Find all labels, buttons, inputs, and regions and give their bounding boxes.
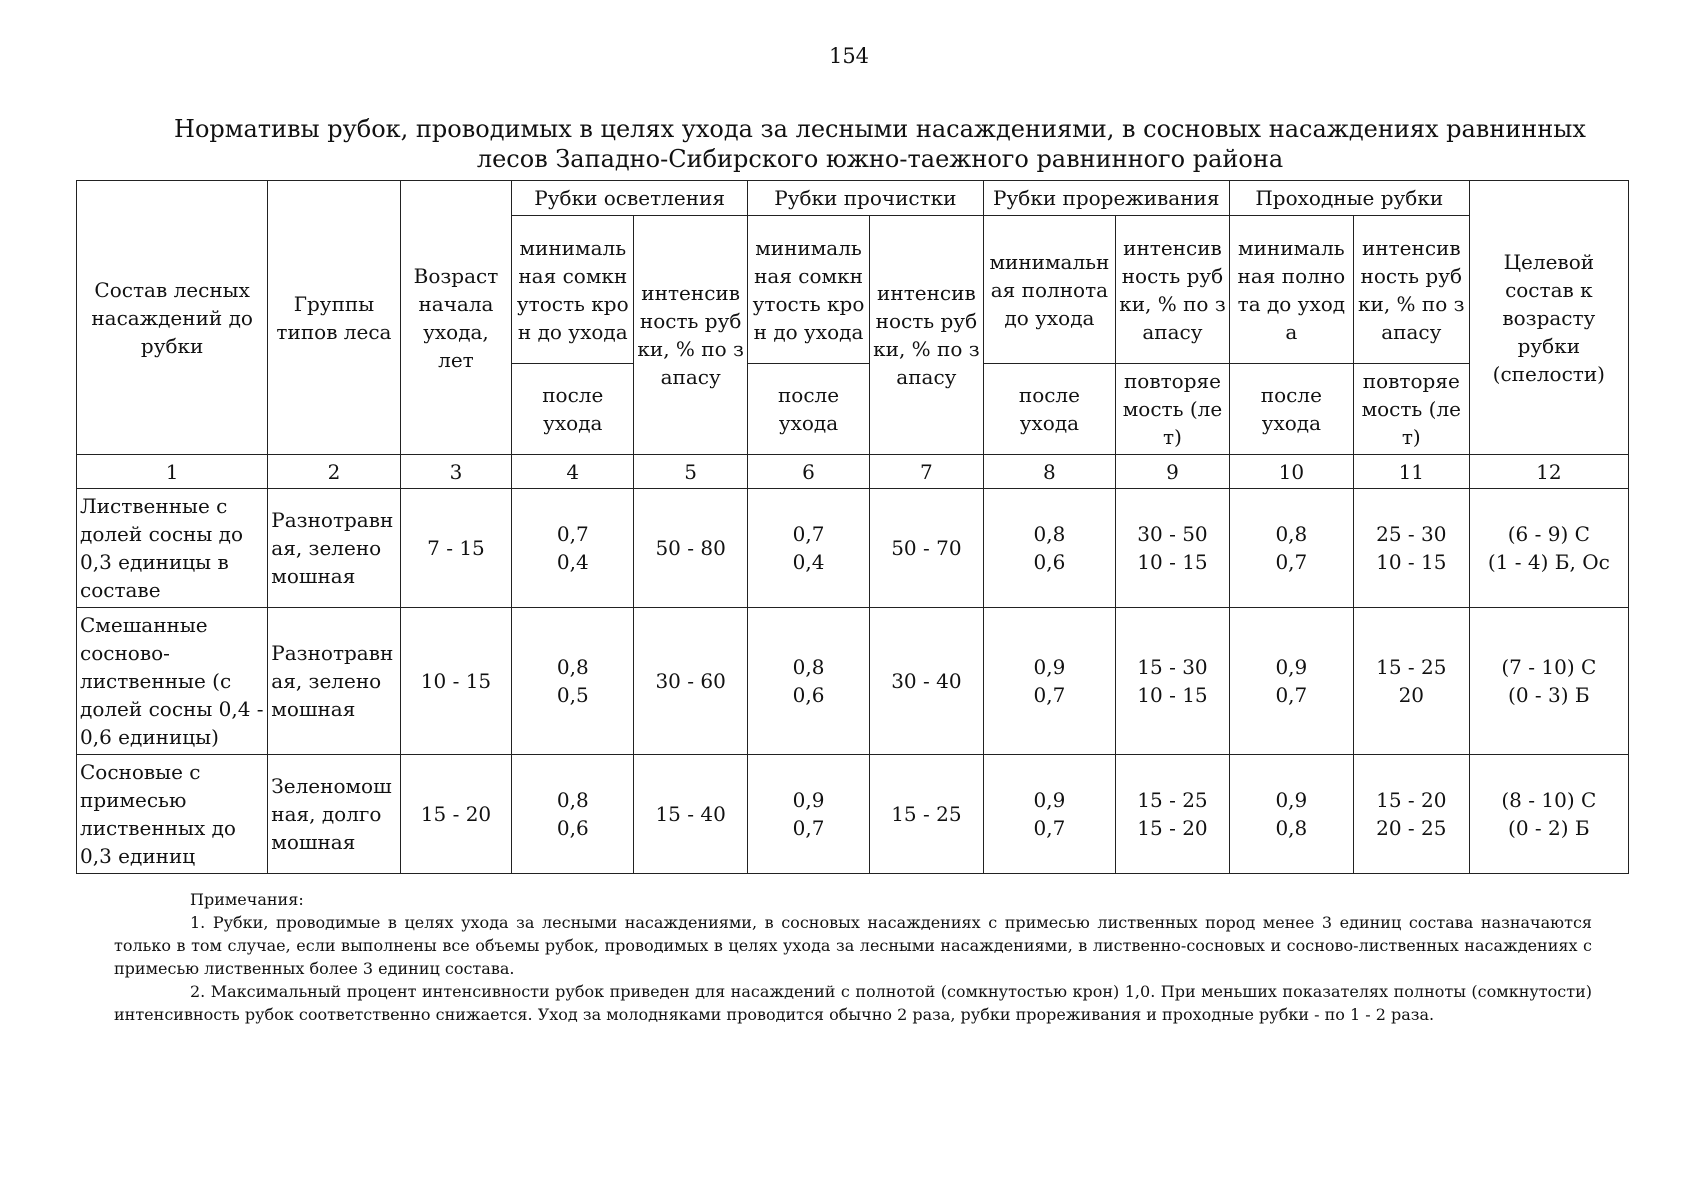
column-number: 8: [983, 455, 1115, 489]
column-number-row: [77, 455, 1629, 489]
notes: [114, 888, 1592, 1026]
column-number: 7: [870, 455, 984, 489]
cell-passage-intensity: 25 - 30 10 - 15: [1353, 489, 1469, 608]
column-number: 11: [1353, 455, 1469, 489]
cell-cleaning-closure: 0,9 0,7: [748, 755, 870, 874]
column-number: 9: [1116, 455, 1230, 489]
cell-composition: Лиственные с долей сосны до 0,3 единицы в составе: [77, 489, 268, 608]
cell-thinning-density: 0,9 0,7: [983, 608, 1115, 755]
cell-forest-group: Разнотравная, зеленомошная: [268, 489, 400, 608]
column-number: 3: [400, 455, 512, 489]
header-forest-groups: Группы типов леса: [268, 181, 400, 455]
header-intensity-thinning: интенсивность рубки, % по запасу: [1116, 216, 1230, 364]
header-composition: Состав лесных насаждений до рубки: [77, 181, 268, 455]
header-lightening: Рубки осветления: [512, 181, 748, 216]
table-row: [77, 489, 1629, 608]
cell-target-composition: (8 - 10) С (0 - 2) Б: [1469, 755, 1628, 874]
cell-passage-intensity: 15 - 25 20: [1353, 608, 1469, 755]
page-number: 154: [828, 44, 870, 68]
column-number: 2: [268, 455, 400, 489]
cell-cleaning-intensity: 30 - 40: [870, 608, 984, 755]
cell-thinning-intensity: 15 - 30 10 - 15: [1116, 608, 1230, 755]
cell-lightening-closure: 0,8 0,5: [512, 608, 634, 755]
header-after-care: после ухода: [983, 364, 1115, 455]
cell-cleaning-intensity: 15 - 25: [870, 755, 984, 874]
header-after-care: после ухода: [748, 364, 870, 455]
header-after-care: после ухода: [512, 364, 634, 455]
header-min-density-passage: минимальная полнота до ухода: [1229, 216, 1353, 364]
cell-lightening-intensity: 15 - 40: [634, 755, 748, 874]
header-start-age: Возраст начала ухода, лет: [400, 181, 512, 455]
cell-cleaning-closure: 0,7 0,4: [748, 489, 870, 608]
cell-start-age: 10 - 15: [400, 608, 512, 755]
cell-cleaning-closure: 0,8 0,6: [748, 608, 870, 755]
header-min-closure-lightening: минимальная сомкнутость крон до ухода: [512, 216, 634, 364]
cell-start-age: 15 - 20: [400, 755, 512, 874]
cell-passage-density: 0,9 0,8: [1229, 755, 1353, 874]
cell-thinning-density: 0,8 0,6: [983, 489, 1115, 608]
cell-lightening-closure: 0,8 0,6: [512, 755, 634, 874]
header-min-closure-cleaning: минимальная сомкнутость крон до ухода: [748, 216, 870, 364]
header-after-care: после ухода: [1229, 364, 1353, 455]
norms-table: [76, 180, 1629, 874]
header-repeatability: повторяемость (лет): [1353, 364, 1469, 455]
title-line-2: лесов Западно-Сибирского южно-таежного равнинного района: [476, 145, 1284, 173]
header-min-density-thinning: минимальная полнота до ухода: [983, 216, 1115, 364]
header-intensity-lightening: интенсивность рубки, % по запасу: [634, 216, 748, 455]
cell-lightening-intensity: 50 - 80: [634, 489, 748, 608]
header-cleaning: Рубки прочистки: [748, 181, 984, 216]
cell-target-composition: (6 - 9) С (1 - 4) Б, Ос: [1469, 489, 1628, 608]
header-repeatability: повторяемость (лет): [1116, 364, 1230, 455]
header-row-groups: [77, 181, 1629, 216]
column-number: 4: [512, 455, 634, 489]
cell-start-age: 7 - 15: [400, 489, 512, 608]
cell-lightening-intensity: 30 - 60: [634, 608, 748, 755]
cell-thinning-intensity: 15 - 25 15 - 20: [1116, 755, 1230, 874]
header-passage: Проходные рубки: [1229, 181, 1469, 216]
column-number: 10: [1229, 455, 1353, 489]
cell-lightening-closure: 0,7 0,4: [512, 489, 634, 608]
table-row: [77, 755, 1629, 874]
header-target-composition: Целевой состав к возрасту рубки (спелости): [1469, 181, 1628, 455]
cell-target-composition: (7 - 10) С (0 - 3) Б: [1469, 608, 1628, 755]
cell-forest-group: Разнотравная, зеленомошная: [268, 608, 400, 755]
cell-forest-group: Зеленомошная, долгомошная: [268, 755, 400, 874]
note-item: 2. Максимальный процент интенсивности рубок приведен для насаждений с полнотой (сомкнутостью крон) 1,0. При меньших показателях полноты (сомкнутости) интенсивность рубок соответственно снижается. Уход за молодняками проводится обычно 2 раза, рубки прореживания и проходные рубки - по 1 - 2 раза.: [114, 982, 1592, 1024]
column-number: 6: [748, 455, 870, 489]
cell-composition: Смешанные сосново-лиственные (с долей сосны 0,4 - 0,6 единицы): [77, 608, 268, 755]
cell-cleaning-intensity: 50 - 70: [870, 489, 984, 608]
header-intensity-cleaning: интенсивность рубки, % по запасу: [870, 216, 984, 455]
note-item: 1. Рубки, проводимые в целях ухода за лесными насаждениями, в сосновых насаждениях с примесью лиственных пород менее 3 единиц состава назначаются только в том случае, если выполнены все объемы рубок, проводимых в целях ухода за лесными насаждениями, в лиственно-сосновых и сосново-лиственных насаждениях с примесью лиственных более 3 единиц состава.: [114, 913, 1592, 978]
cell-thinning-intensity: 30 - 50 10 - 15: [1116, 489, 1230, 608]
cell-passage-density: 0,9 0,7: [1229, 608, 1353, 755]
page-title: [170, 114, 1590, 174]
column-number: 1: [77, 455, 268, 489]
column-number: 12: [1469, 455, 1628, 489]
cell-composition: Сосновые с примесью лиственных до 0,3 единиц: [77, 755, 268, 874]
header-intensity-passage: интенсивность рубки, % по запасу: [1353, 216, 1469, 364]
cell-passage-density: 0,8 0,7: [1229, 489, 1353, 608]
cell-passage-intensity: 15 - 20 20 - 25: [1353, 755, 1469, 874]
cell-thinning-density: 0,9 0,7: [983, 755, 1115, 874]
title-line-1: Нормативы рубок, проводимых в целях ухода за лесными насаждениями, в сосновых насаждениях равнинных: [174, 115, 1586, 143]
notes-heading: Примечания:: [190, 890, 304, 909]
header-thinning: Рубки прореживания: [983, 181, 1229, 216]
table-row: [77, 608, 1629, 755]
column-number: 5: [634, 455, 748, 489]
